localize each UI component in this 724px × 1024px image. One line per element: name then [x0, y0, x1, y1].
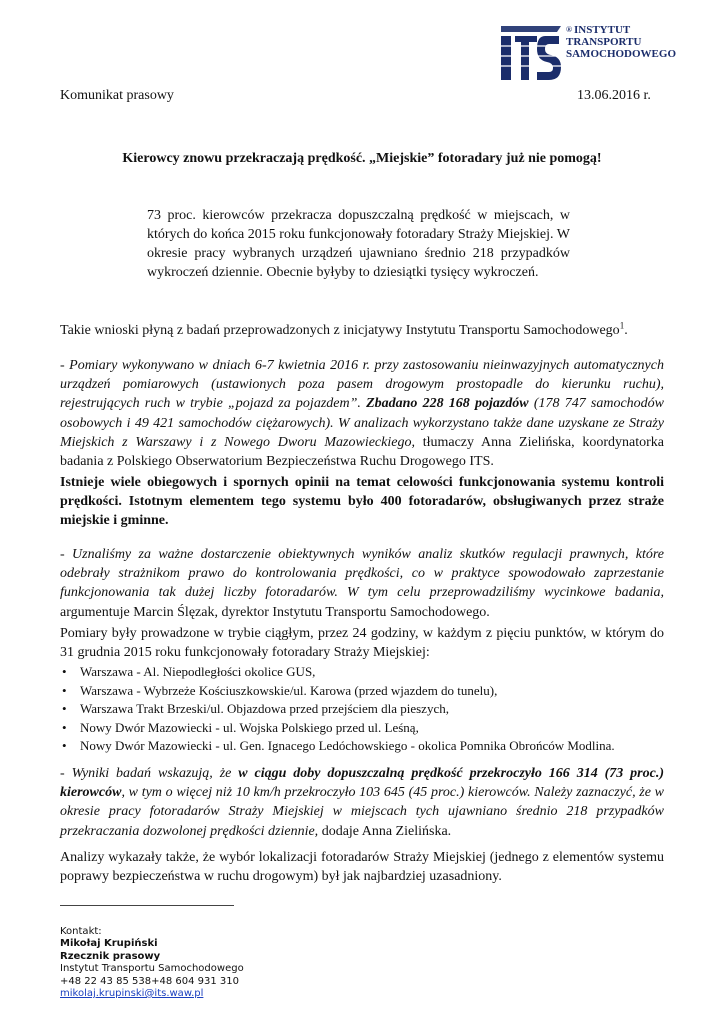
- paragraph-intro: Takie wnioski płyną z badań przeprowadzonych z inicjatywy Instytutu Transportu Samochodowego$^1$.: [60, 320, 628, 338]
- logo-line-3: SAMOCHODOWEGO: [566, 48, 677, 60]
- highlight-results: w ciągu doby dopuszczalną prędkość przekroczyło 166 314 (73 proc.) kierowców: [60, 766, 664, 801]
- contact-block: [60, 926, 244, 1000]
- release-date: 13.06.2016 r.: [577, 88, 651, 103]
- lead-paragraph: 73 proc. kierowców przekracza dopuszczalną prędkość w miejscach, w których do końca 2015 roku funkcjonowały fotoradary Straży Miejskiej. W okresie pracy wybranych urządzeń ujawniano średnio 218 przypadków wykroczeń dziennie. Obecnie byłyby to dziesiątki tysięcy wykroczeń.: [147, 208, 570, 280]
- page-title: Kierowcy znowu przekraczają prędkość. „Miejskie” fotoradary już nie pomogą!: [122, 151, 602, 166]
- list-item: • Warszawa Trakt Brzeski/ul. Objazdowa przed przejściem dla pieszych,: [60, 700, 664, 719]
- highlight-vehicle-count: Zbadano 228 168 pojazdów: [366, 396, 529, 412]
- contact-label: Kontakt:: [60, 926, 102, 937]
- contact-email-link[interactable]: mikolaj.krupinski@its.waw.pl: [60, 988, 204, 1000]
- contact-org: Instytut Transportu Samochodowego: [60, 963, 244, 975]
- logo-line-1: INSTYTUT: [573, 24, 631, 36]
- registered-mark: ®: [566, 25, 572, 34]
- logo-line-2: TRANSPORTU: [566, 36, 642, 48]
- paragraph-quote-zielinska: - Pomiary wykonywano w dniach 6-7 kwietnia 2016 r. przy zastosowaniu nieinwazyjnych automatycznych urządzeń pomiarowych (ustawionych poza pasem drogowym prostopadle do kierunku ruchu), rejestrujących ruch w trybie „pojazd za pojazdem”. Zbadano 228 168 pojazdów (178 747 samochodów osobowych i 49 421 samochodów ciężarowych). W analizach wykorzystano także dane uzyskane ze Straży Miejskich z Warszawy i z Nowego Dworu Mazowieckiego, tłumaczy Anna Zielińska, koordynatorka badania z Polskiego Obserwatorium Bezpieczeństwa Ruchu Drogowego ITS.: [60, 358, 664, 470]
- logo-letter-i: [501, 36, 511, 80]
- svg-text:ITS: ITS: [531, 62, 533, 63]
- locations-list: [60, 663, 664, 756]
- footnote-marker[interactable]: 1: [619, 320, 625, 331]
- footnote-divider: [60, 905, 234, 906]
- contact-role: Rzecznik prasowy: [60, 950, 161, 962]
- logo-letter-t: [515, 36, 537, 80]
- paragraph-results: - Wyniki badań wskazują, że w ciągu doby dopuszczalną prędkość przekroczyło 166 314 (73 proc.) kierowców, w tym o więcej niż 10 km/h przekroczyło 103 645 (45 proc.) kierowców. Należy zaznaczyć, że w okresie pracy fotoradarów Straży Miejskiej w miejscach tych ujawniano średnio 218 przypadków przekraczania dozwolonej prędkości dziennie, dodaje Anna Zielińska.: [60, 766, 664, 839]
- list-item: • Nowy Dwór Mazowiecki - ul. Wojska Polskiego przed ul. Leśną,: [60, 719, 664, 738]
- press-release-label: Komunikat prasowy: [60, 88, 174, 103]
- contact-phone: +48 22 43 85 538+48 604 931 310: [60, 975, 239, 987]
- paragraph-conclusion: Analizy wykazały także, że wybór lokalizacji fotoradarów Straży Miejskiej (jednego z elementów systemu poprawy bezpieczeństwa w ruchu drogowym) był jak najbardziej uzasadniony.: [60, 850, 664, 885]
- list-item: • Warszawa - Wybrzeże Kościuszkowskie/ul. Karowa (przed wjazdem do tunelu),: [60, 682, 664, 701]
- list-item: • Nowy Dwór Mazowiecki - ul. Gen. Ignacego Ledóchowskiego - okolica Pomnika Obrońców Modlina.: [60, 737, 664, 756]
- list-item: • Warszawa - Al. Niepodległości okolice GUS,: [60, 663, 664, 682]
- contact-name: Mikołaj Krupiński: [60, 938, 158, 950]
- paragraph-quote-slezak: - Uznaliśmy za ważne dostarczenie obiektywnych wyników analiz skutków regulacji prawnych, które odebrały strażnikom prawo do kontrolowania prędkości, co w praktyce spowodowało zaprzestanie funkcjonowania tak dużej liczby fotoradarów. W tym celu przeprowadziliśmy wycinkowe badania, argumentuje Marcin Ślęzak, dyrektor Instytutu Transportu Samochodowego.: [60, 547, 664, 620]
- paragraph-bold-statement: Istnieje wiele obiegowych i spornych opinii na temat celowości funkcjonowania systemu kontroli prędkości. Istotnym elementem tego systemu było 400 fotoradarów, obsługiwanych przez straże miejskie i gminne.: [60, 475, 664, 529]
- logo-letter-s: [537, 36, 561, 80]
- logo-text: [566, 24, 676, 60]
- paragraph-measurement-intro: Pomiary były prowadzone w trybie ciągłym, przez 24 godziny, w każdym z pięciu punktów, w którym do 31 grudnia 2015 roku funkcjonowały fotoradary Straży Miejskiej:: [60, 626, 664, 661]
